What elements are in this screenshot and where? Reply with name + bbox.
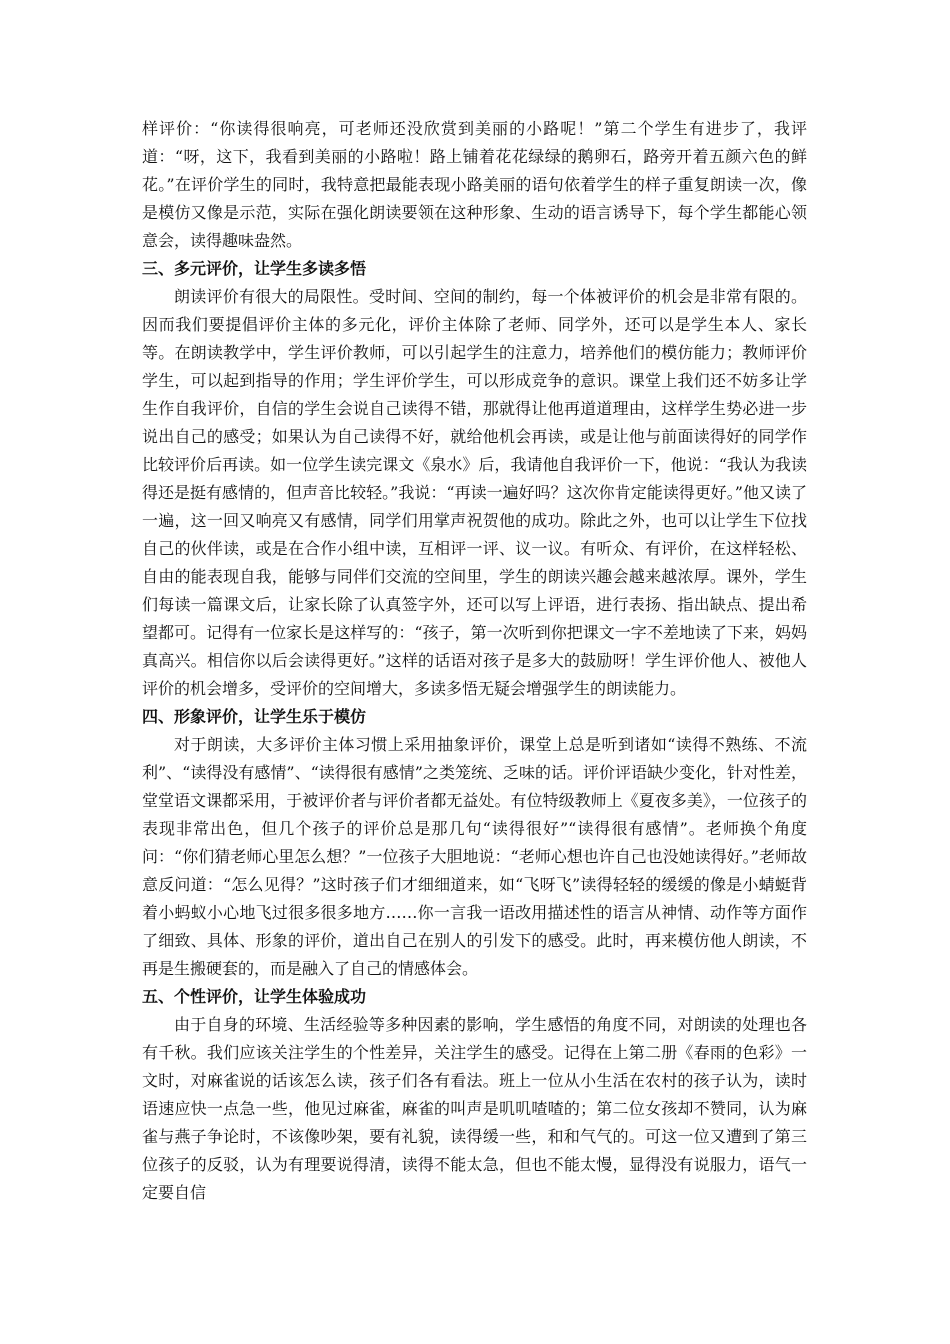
document-page <box>142 115 807 1207</box>
section-paragraph-3: 朗读评价有很大的局限性。受时间、空间的制约，每一个体被评价的机会是非常有限的。因而我们要提倡评价主体的多元化，评价主体除了老师、同学外，还可以是学生本人、家长等。在朗读教学中，学生评价教师，可以引起学生的注意力，培养他们的模仿能力；教师评价学生，可以起到指导的作用；学生评价学生，可以形成竞争的意识。课堂上我们还不妨多让学生作自我评价，自信的学生会说自己读得不错，那就得让他再道道理由，这样学生势必进一步说出自己的感受；如果认为自己读得不好，就给他机会再读，或是让他与前面读得好的同学作比较评价后再读。如一位学生读完课文《泉水》后，我请他自我评价一下，他说：“我认为我读得还是挺有感情的，但声音比较轻。”我说：“再读一遍好吗？这次你肯定能读得更好。”他又读了一遍，这一回又响亮又有感情，同学们用掌声祝贺他的成功。除此之外，也可以让学生下位找自己的伙伴读，或是在合作小组中读，互相评一评、议一议。有听众、有评价，在这样轻松、自由的能表现自我，能够与同伴们交流的空间里，学生的朗读兴趣会越来越浓厚。课外，学生们每读一篇课文后，让家长除了认真签字外，还可以写上评语，进行表扬、指出缺点、提出希望都可。记得有一位家长是这样写的：“孩子，第一次听到你把课文一字不差地读了下来，妈妈真高兴。相信你以后会读得更好。”这样的话语对孩子是多大的鼓励呀！学生评价他人、被他人评价的机会增多，受评价的空间增大，多读多悟无疑会增强学生的朗读能力。 <box>142 287 807 698</box>
section-paragraph-4: 对于朗读，大多评价主体习惯上采用抽象评价，课堂上总是听到诸如“读得不熟练、不流利”、“读得没有感情”、“读得很有感情”之类笼统、乏味的话。评价评语缺少变化，针对性差，堂堂语文课都采用，于被评价者与评价者都无益处。有位特级教师上《夏夜多美》，一位孩子的表现非常出色，但几个孩子的评价总是那几句“读得很好”“读得很有感情”。老师换个角度问：“你们猜老师心里怎么想？”一位孩子大胆地说：“老师心想也许自己也没她读得好。”老师故意反问道：“怎么见得？”这时孩子们才细细道来，如“飞呀飞”读得轻轻的缓缓的像是小蜻蜓背着小蚂蚁小心地飞过很多很多地方……你一言我一语改用描述性的语言从神情、动作等方面作了细致、具体、形象的评价，道出自己在别人的引发下的感受。此时，再来模仿他人朗读，不再是生搬硬套的，而是融入了自己的情感体会。 <box>142 735 807 978</box>
section-heading-3: 三、多元评价，让学生多读多悟 <box>142 259 367 278</box>
section-heading-4: 四、形象评价，让学生乐于模仿 <box>142 707 367 726</box>
section-heading-5: 五、个性评价，让学生体验成功 <box>142 987 367 1006</box>
section-paragraph-5: 由于自身的环境、生活经验等多种因素的影响，学生感悟的角度不同，对朗读的处理也各有千秋。我们应该关注学生的个性差异，关注学生的感受。记得在上第二册《春雨的色彩》一文时，对麻雀说的话该怎么读，孩子们各有看法。班上一位从小生活在农村的孩子认为，读时语速应快一点急一些，他见过麻雀，麻雀的叫声是叽叽喳喳的；第二位女孩却不赞同，认为麻雀与燕子争论时，不该像吵架，要有礼貌，读得缓一些，和和气气的。可这一位又遭到了第三位孩子的反驳，认为有理要说得清，读得不能太急，但也不能太慢，显得没有说服力，语气一定要自信 <box>142 1015 807 1202</box>
intro-paragraph: 样评价：“你读得很响亮，可老师还没欣赏到美丽的小路呢！”第二个学生有进步了，我评道：“呀，这下，我看到美丽的小路啦！路上铺着花花绿绿的鹅卵石，路旁开着五颜六色的鲜花。”在评价学生的同时，我特意把最能表现小路美丽的语句依着学生的样子重复朗读一次，像是模仿又像是示范，实际在强化朗读要领在这种形象、生动的语言诱导下，每个学生都能心领意会，读得趣味盎然。 <box>142 119 807 250</box>
